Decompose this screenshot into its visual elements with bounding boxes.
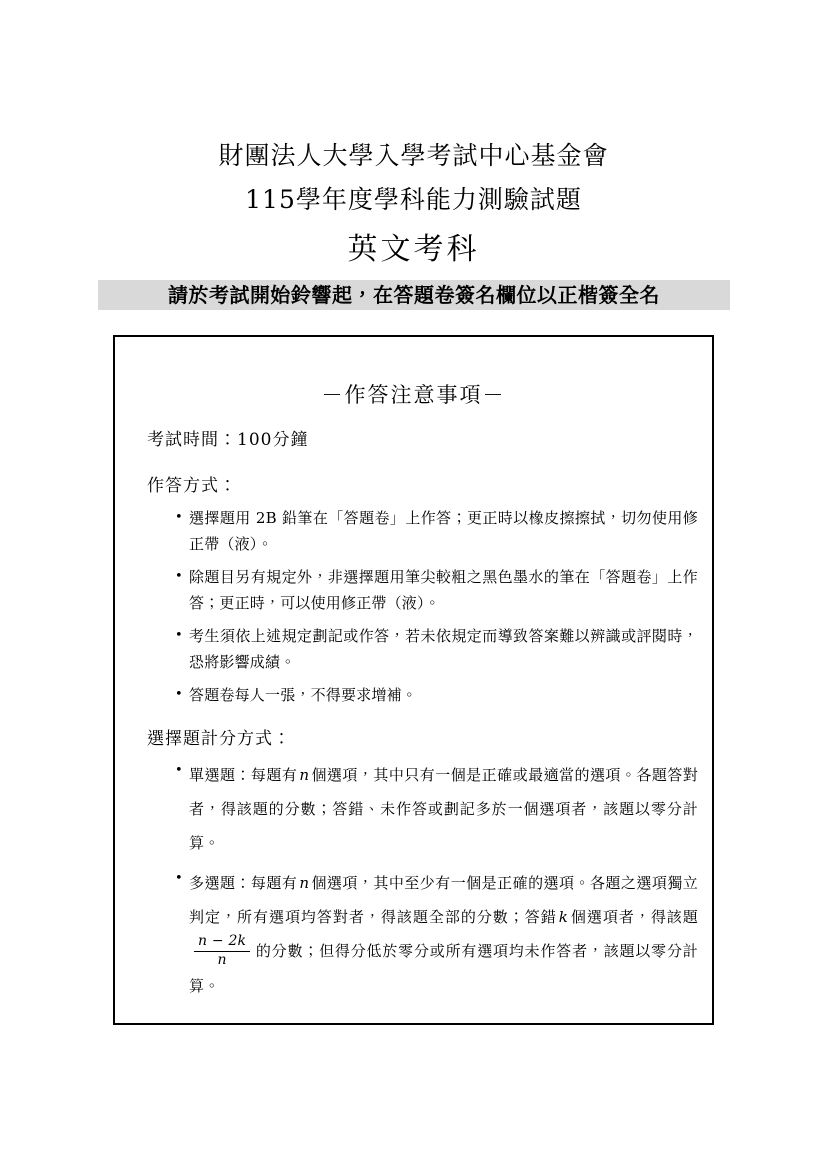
single-choice-body: 個選項，其中只有一個是正確或最適當的選項。各題答對者，得該題的分數；答錯、未作答或劃記多於一個選項者，該題以零分計算。 xyxy=(189,766,698,852)
answer-method-list xyxy=(147,505,698,708)
variable-n: n xyxy=(299,766,310,784)
list-item-multiple-choice xyxy=(189,866,698,1003)
scoring-method-list xyxy=(147,758,698,1003)
variable-n: n xyxy=(299,874,310,892)
instruction-box-body xyxy=(147,425,698,1009)
organization-title: 財團法人大學入學考試中心基金會 xyxy=(218,141,609,170)
list-item: • 除題目另有規定外，非選擇題用筆尖較粗之黑色墨水的筆在「答題卷」上作答；更正時，可以使用修正帶（液）。 xyxy=(189,564,698,616)
score-fraction xyxy=(194,934,250,968)
signature-notice-text: 請於考試開始鈴響起，在答題卷簽名欄位以正楷簽全名 xyxy=(168,283,660,307)
multiple-choice-body-3: 的分數；但得分低於零分或所有選項均未作答者，該題以零分計算。 xyxy=(189,942,698,996)
list-item: • 答題卷每人一張，不得要求增補。 xyxy=(189,682,698,708)
instruction-box-heading: －作答注意事項－ xyxy=(321,383,506,407)
single-choice-prefix: 單選題：每題有 xyxy=(189,766,298,784)
list-item: • 選擇題用 2B 鉛筆在「答題卷」上作答；更正時以橡皮擦擦拭，切勿使用修正帶（液）。 xyxy=(189,505,698,557)
document-title-block xyxy=(0,134,827,276)
signature-notice-banner xyxy=(98,280,730,310)
subject-title: 英文考科 xyxy=(347,232,480,267)
variable-k: k xyxy=(558,908,569,926)
answer-method-heading: 作答方式： xyxy=(147,476,237,496)
scoring-method-heading: 選擇題計分方式： xyxy=(147,729,291,749)
list-item: • 考生須依上述規定劃記或作答，若未依規定而導致答案難以辨識或評閱時，恐將影響成績。 xyxy=(189,623,698,675)
fraction-numerator: n − 2k xyxy=(198,932,247,949)
multiple-choice-body-1: 個選項，其中至少有一個是正確的選項。各題之選項獨立判定，所有選項均答對者，得該題全部的分數；答錯 xyxy=(189,874,698,926)
list-item-single-choice xyxy=(189,758,698,860)
exam-year-title: 115學年度學科能力測驗試題 xyxy=(245,185,582,214)
fraction-denominator: n xyxy=(194,951,250,969)
instruction-box xyxy=(113,335,714,1025)
exam-time-label: 考試時間：100分鐘 xyxy=(147,430,309,450)
multiple-choice-body-2: 個選項者，得該題 xyxy=(570,908,698,926)
multiple-choice-prefix: 多選題：每題有 xyxy=(189,874,298,892)
